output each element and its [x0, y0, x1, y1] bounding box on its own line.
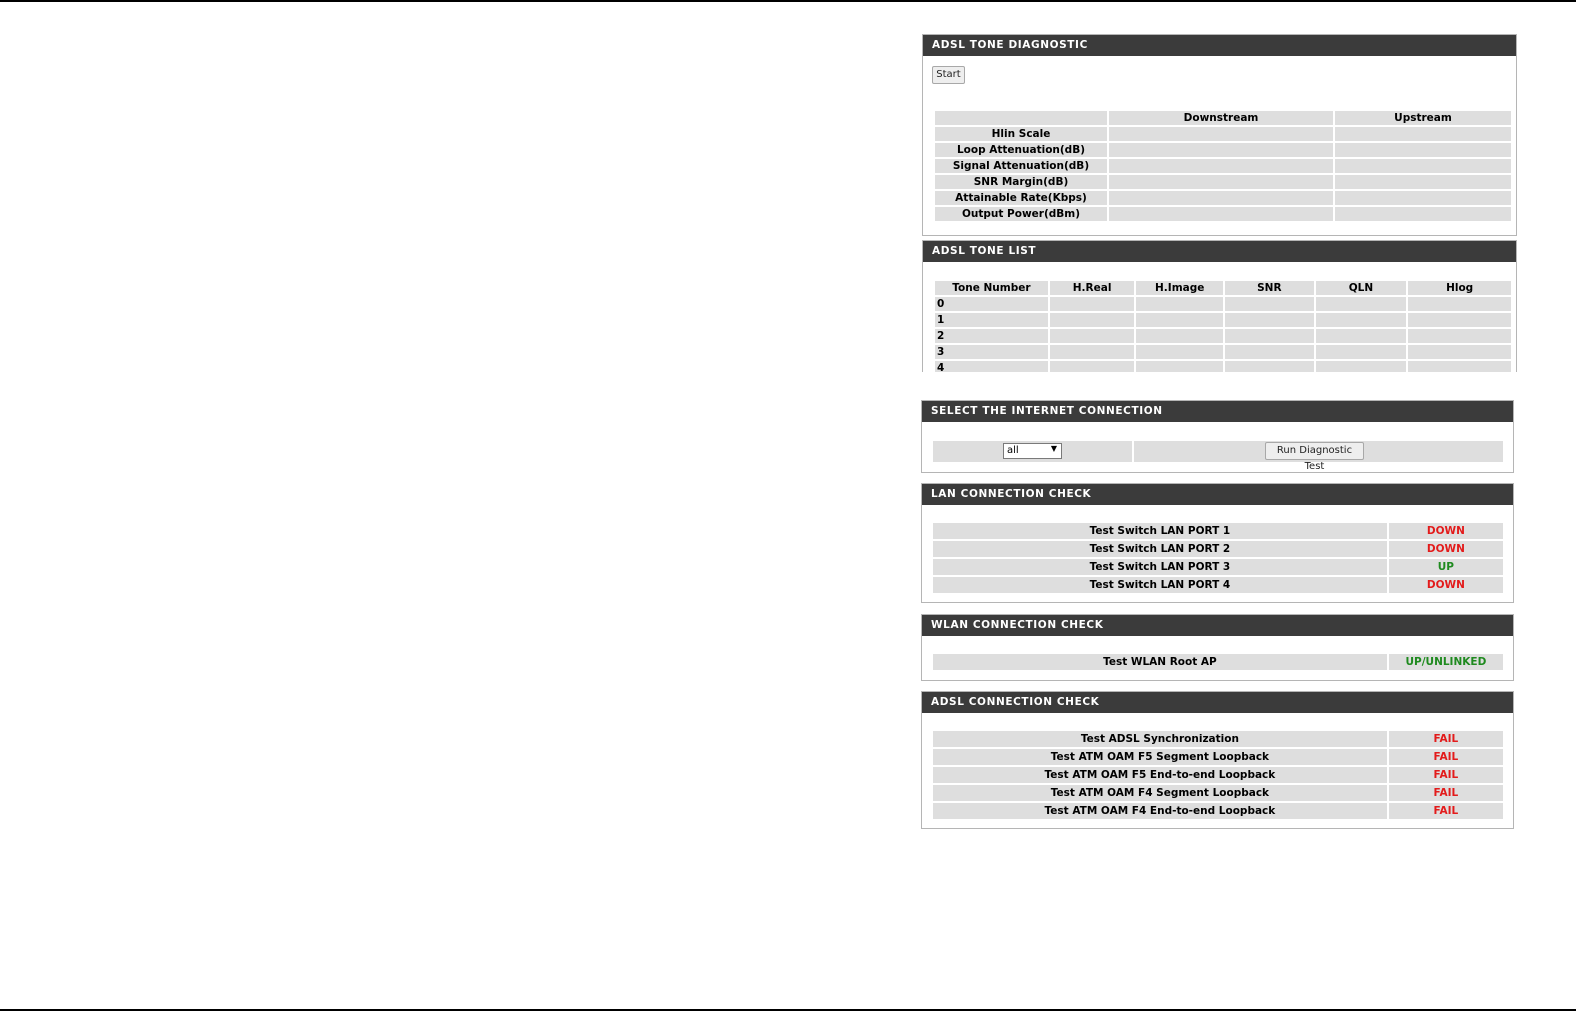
row-label: Hlin Scale [935, 127, 1107, 141]
page-bottom-rule [0, 1009, 1576, 1011]
table-row [935, 329, 1511, 343]
downstream-value [1109, 191, 1333, 205]
cell [1050, 329, 1135, 343]
lan-check-table [931, 521, 1505, 595]
table-row [933, 654, 1503, 670]
cell [1050, 297, 1135, 311]
column-header-h-image: H.Image [1136, 281, 1223, 295]
table-row [935, 345, 1511, 359]
table-row [933, 785, 1503, 801]
wlan-check-title: WLAN CONNECTION CHECK [922, 615, 1513, 636]
tone-list-table [933, 279, 1513, 372]
row-label: SNR Margin(dB) [935, 175, 1107, 189]
downstream-value [1109, 207, 1333, 221]
cell [1225, 313, 1314, 327]
downstream-value [1109, 159, 1333, 173]
test-label: Test ATM OAM F5 Segment Loopback [933, 749, 1387, 765]
cell [1316, 361, 1407, 372]
row-label: Loop Attenuation(dB) [935, 143, 1107, 157]
cell [1316, 313, 1407, 327]
wlan-check-panel [921, 614, 1514, 681]
upstream-value [1335, 127, 1511, 141]
adsl-check-table [931, 729, 1505, 821]
connection-select[interactable] [1003, 443, 1062, 459]
table-row [933, 767, 1503, 783]
column-header-snr: SNR [1225, 281, 1314, 295]
row-label: Attainable Rate(Kbps) [935, 191, 1107, 205]
column-header-upstream: Upstream [1335, 111, 1511, 125]
table-row [935, 313, 1511, 327]
cell [1050, 345, 1135, 359]
test-label: Test Switch LAN PORT 4 [933, 577, 1387, 593]
test-label: Test ATM OAM F4 Segment Loopback [933, 785, 1387, 801]
status-badge: FAIL [1389, 785, 1503, 801]
test-label: Test WLAN Root AP [933, 654, 1387, 670]
downstream-value [1109, 143, 1333, 157]
adsl-check-title: ADSL CONNECTION CHECK [922, 692, 1513, 713]
downstream-value [1109, 175, 1333, 189]
lan-check-title: LAN CONNECTION CHECK [922, 484, 1513, 505]
select-connection-title: SELECT THE INTERNET CONNECTION [922, 401, 1513, 422]
upstream-value [1335, 175, 1511, 189]
status-badge: FAIL [1389, 731, 1503, 747]
tone-diagnostic-panel [922, 34, 1517, 236]
connection-select-value: all [1007, 445, 1019, 456]
tone-diagnostic-table [933, 109, 1513, 223]
table-row [935, 361, 1511, 372]
downstream-value [1109, 127, 1333, 141]
tone-number: 4 [935, 361, 1048, 372]
table-row [933, 541, 1503, 557]
table-row [933, 559, 1503, 575]
status-badge: UP/UNLINKED [1389, 654, 1503, 670]
column-header [935, 111, 1107, 125]
upstream-value [1335, 191, 1511, 205]
cell [1136, 361, 1223, 372]
column-header-qln: QLN [1316, 281, 1407, 295]
tone-number: 1 [935, 313, 1048, 327]
status-badge: DOWN [1389, 523, 1503, 539]
cell [1136, 345, 1223, 359]
run-diagnostic-test-button[interactable]: Run Diagnostic Test [1265, 442, 1364, 460]
cell [1225, 297, 1314, 311]
cell [1408, 329, 1511, 343]
tone-list-panel [922, 240, 1517, 372]
cell [1050, 313, 1135, 327]
test-label: Test Switch LAN PORT 2 [933, 541, 1387, 557]
cell [1316, 297, 1407, 311]
column-header-h-real: H.Real [1050, 281, 1135, 295]
row-label: Output Power(dBm) [935, 207, 1107, 221]
table-row [933, 803, 1503, 819]
cell [1136, 297, 1223, 311]
tone-number: 2 [935, 329, 1048, 343]
cell [1316, 329, 1407, 343]
cell [1408, 297, 1511, 311]
cell [1408, 345, 1511, 359]
upstream-value [1335, 159, 1511, 173]
test-label: Test Switch LAN PORT 1 [933, 523, 1387, 539]
table-row [933, 577, 1503, 593]
cell [1136, 329, 1223, 343]
start-button[interactable]: Start [932, 66, 965, 84]
cell [1408, 361, 1511, 372]
status-badge: DOWN [1389, 541, 1503, 557]
status-badge: FAIL [1389, 749, 1503, 765]
status-badge: FAIL [1389, 767, 1503, 783]
test-label: Test Switch LAN PORT 3 [933, 559, 1387, 575]
table-row [933, 731, 1503, 747]
chevron-down-icon: ▼ [1050, 444, 1057, 453]
cell [1225, 345, 1314, 359]
test-label: Test ATM OAM F5 End-to-end Loopback [933, 767, 1387, 783]
wlan-check-table [931, 652, 1505, 672]
tone-list-title: ADSL TONE LIST [923, 241, 1516, 262]
cell [1316, 345, 1407, 359]
upstream-value [1335, 143, 1511, 157]
table-row [933, 749, 1503, 765]
test-label: Test ADSL Synchronization [933, 731, 1387, 747]
cell [1408, 313, 1511, 327]
column-header-hlog: Hlog [1408, 281, 1511, 295]
tone-diagnostic-title: ADSL TONE DIAGNOSTIC [923, 35, 1516, 56]
table-row [933, 523, 1503, 539]
cell [1225, 361, 1314, 372]
tone-number: 3 [935, 345, 1048, 359]
page-top-rule [0, 0, 1576, 2]
upstream-value [1335, 207, 1511, 221]
status-badge: DOWN [1389, 577, 1503, 593]
cell [1225, 329, 1314, 343]
adsl-check-panel [921, 691, 1514, 829]
cell [1050, 361, 1135, 372]
column-header-tone-number: Tone Number [935, 281, 1048, 295]
tone-number: 0 [935, 297, 1048, 311]
test-label: Test ATM OAM F4 End-to-end Loopback [933, 803, 1387, 819]
lan-check-panel [921, 483, 1514, 603]
table-row [935, 297, 1511, 311]
column-header-downstream: Downstream [1109, 111, 1333, 125]
status-badge: UP [1389, 559, 1503, 575]
status-badge: FAIL [1389, 803, 1503, 819]
cell [1136, 313, 1223, 327]
select-connection-panel [921, 400, 1514, 473]
row-label: Signal Attenuation(dB) [935, 159, 1107, 173]
